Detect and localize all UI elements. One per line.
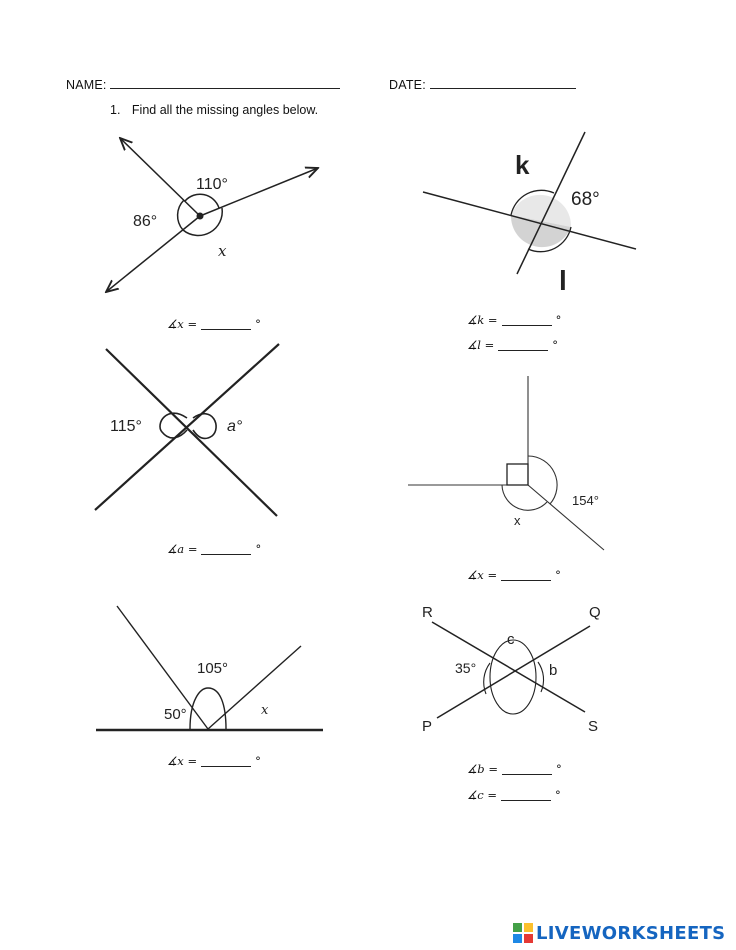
answer-fig6-c[interactable]: ∡c = °: [467, 788, 561, 802]
fig2-label-k: k: [515, 150, 530, 180]
fig3-label-a: a°: [227, 418, 243, 435]
fig5-label-105: 105°: [197, 660, 229, 677]
fig6-label-P: P: [422, 718, 433, 735]
figure-2: [423, 132, 636, 274]
footer-brand: [513, 922, 725, 944]
fig3-label-115: 115°: [110, 418, 142, 435]
answer-blank: [201, 766, 251, 767]
fig4-label-154: 154°: [572, 493, 599, 508]
fig1-label-x: x: [218, 242, 227, 260]
fig5-arc-105: [190, 688, 226, 729]
fig6-arc-35: [484, 663, 490, 694]
fig6-label-35: 35°: [455, 660, 477, 676]
fig5-label-50: 50°: [164, 706, 187, 723]
fig1-arc-86: [178, 200, 184, 230]
answer-fig6-b[interactable]: ∡b = °: [467, 762, 562, 776]
fig6-ellipse-angles: [490, 640, 536, 714]
answer-blank: [201, 554, 251, 555]
date-label: DATE:: [389, 78, 426, 92]
answer-fig2-k[interactable]: ∡k = °: [467, 313, 562, 327]
answer-fig4-x[interactable]: ∡x = °: [467, 568, 561, 582]
fig5-ray-left: [117, 606, 208, 729]
fig6-label-S: S: [588, 718, 599, 735]
answer-fig2-l[interactable]: ∡l = °: [467, 338, 559, 352]
fig5-ray-right: [208, 646, 301, 729]
fig6-arc-b: [538, 662, 544, 692]
instruction-number: 1.: [110, 103, 121, 117]
answer-blank: [201, 329, 251, 330]
answer-fig5-x[interactable]: ∡x = °: [167, 754, 261, 768]
answer-blank: [501, 800, 551, 801]
name-label: NAME:: [66, 78, 107, 92]
answer-blank: [501, 580, 551, 581]
liveworksheets-logo-icon: [513, 923, 533, 943]
answer-blank: [502, 325, 552, 326]
answer-fig1-x[interactable]: ∡x = °: [167, 317, 261, 331]
fig1-label-86: 86°: [133, 213, 158, 230]
fig4-label-x: x: [514, 513, 521, 528]
brand-name: LIVEWORKSHEETS: [536, 922, 726, 944]
figure-4: [408, 376, 604, 550]
fig5-label-x: x: [261, 703, 269, 718]
fig1-vertex-dot: [197, 213, 204, 220]
fig2-label-68: 68°: [571, 189, 600, 210]
fig1-label-110: 110°: [196, 176, 228, 193]
fig1-arc-x: [183, 208, 222, 235]
answer-blank: [502, 774, 552, 775]
instruction-text: Find all the missing angles below.: [131, 103, 319, 117]
answer-fig3-a[interactable]: ∡a = °: [167, 542, 262, 556]
fig6-label-R: R: [422, 604, 433, 621]
fig6-label-c: c: [507, 631, 515, 648]
fig4-right-angle-box: [507, 464, 528, 485]
fig4-arc-x: [502, 485, 547, 510]
fig1-ray-upper-left: [120, 138, 200, 216]
answer-blank: [498, 350, 548, 351]
fig2-label-l: l: [559, 265, 567, 296]
fig6-label-b: b: [549, 662, 558, 679]
fig6-label-Q: Q: [589, 604, 601, 621]
